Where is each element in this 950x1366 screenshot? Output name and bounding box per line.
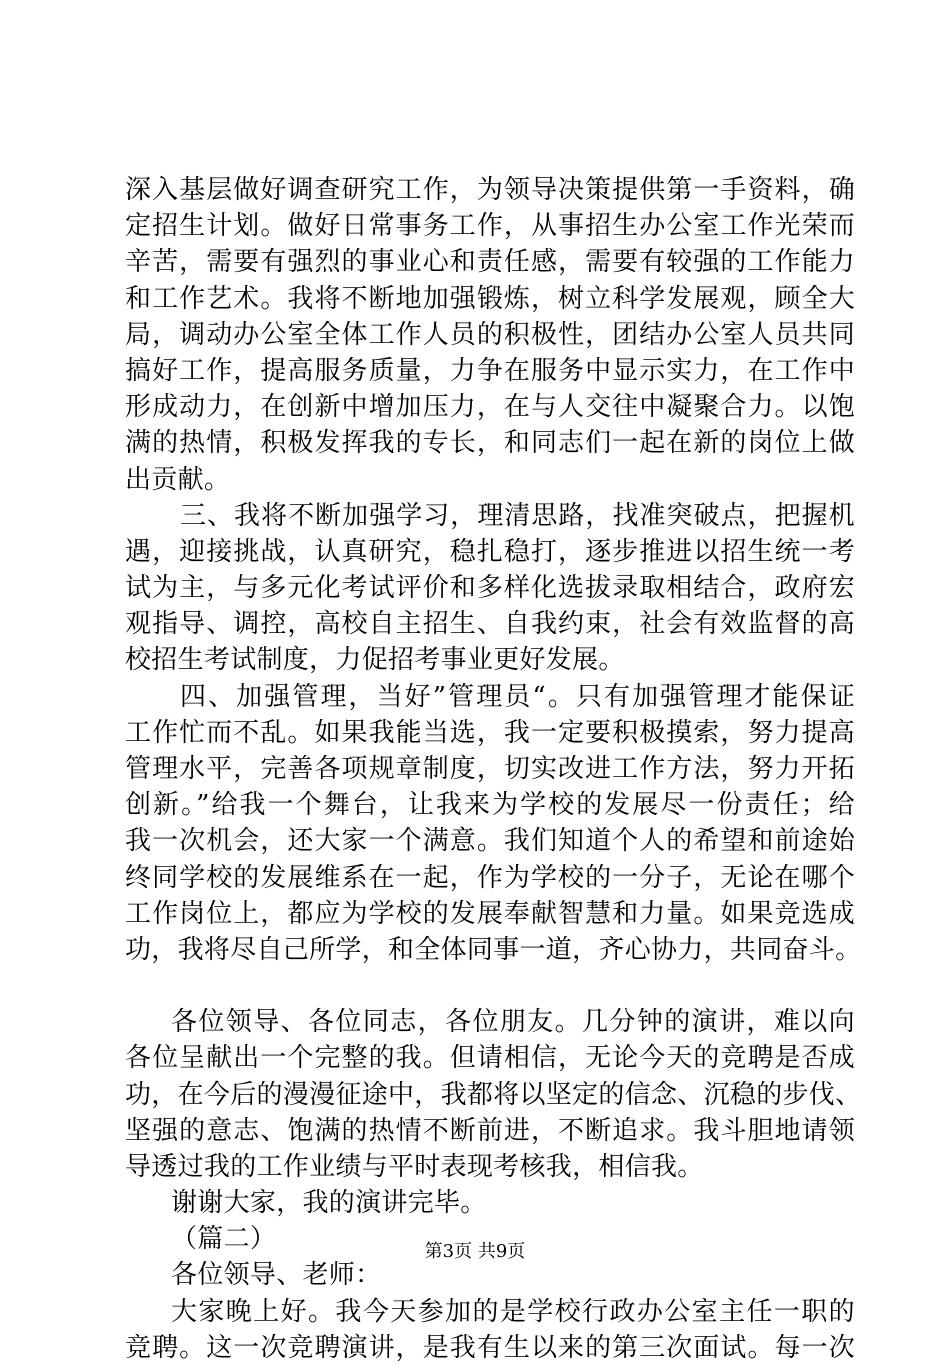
text-line: 工作岗位上，都应为学校的发展奉献智慧和力量。如果竞选成	[125, 898, 855, 929]
text-line: 定招生计划。做好日常事务工作，从事招生办公室工作光荣而	[125, 211, 855, 242]
text-line: 终同学校的发展维系在一起，作为学校的一分子，无论在哪个	[125, 862, 855, 893]
page-number: 第3页 共9页	[424, 1241, 526, 1262]
text-line: 试为主，与多元化考试评价和多样化选拔录取相结合，政府宏	[125, 573, 855, 604]
text-line: 各位领导、各位同志，各位朋友。几分钟的演讲，难以向	[171, 1007, 855, 1038]
text-line: 出贡献。	[125, 464, 231, 495]
paragraph-gap	[125, 968, 855, 1004]
text-line: 功，在今后的漫漫征途中，我都将以坚定的信念、沉稳的步伐、	[125, 1079, 862, 1110]
text-line: 各位呈献出一个完整的我。但请相信，无论今天的竞聘是否成	[125, 1043, 855, 1074]
text-line: 校招生考试制度，力促招考事业更好发展。	[125, 645, 625, 676]
text-line: 我一次机会，还大家一个满意。我们知道个人的希望和前途始	[125, 826, 855, 857]
text-line: 观指导、调控，高校自主招生、自我约束，社会有效监督的高	[125, 609, 855, 640]
text-line: 导透过我的工作业绩与平时表现考核我，相信我。	[125, 1151, 704, 1182]
text-line: 四、加强管理，当好”管理员“。只有加强管理才能保证	[180, 681, 855, 712]
text-line: 创新。”给我一个舞台，让我来为学校的发展尽一份责任；给	[125, 790, 855, 821]
text-line: 形成动力，在创新中增加压力，在与人交往中凝聚合力。以饱	[125, 392, 855, 423]
text-line: 大家晚上好。我今天参加的是学校行政办公室主任一职的	[171, 1296, 855, 1327]
closing-line: 谢谢大家，我的演讲完毕。	[171, 1188, 487, 1219]
salutation: 各位领导、老师：	[171, 1260, 382, 1291]
section-label: （篇二）	[171, 1224, 277, 1255]
text-line: 满的热情，积极发挥我的专长，和同志们一起在新的岗位上做	[125, 428, 855, 459]
page-footer	[0, 1240, 950, 1264]
text-line: 和工作艺术。我将不断地加强锻炼，树立科学发展观，顾全大	[125, 283, 855, 314]
text-line: 遇，迎接挑战，认真研究，稳扎稳打，逐步推进以招生统一考	[125, 536, 855, 567]
text-line: 搞好工作，提高服务质量，力争在服务中显示实力，在工作中	[125, 355, 855, 386]
text-line: 三、我将不断加强学习，理清思路，找准突破点，把握机	[180, 500, 855, 531]
text-line: 局，调动办公室全体工作人员的积极性，团结办公室人员共同	[125, 319, 855, 350]
text-line: 深入基层做好调查研究工作，为领导决策提供第一手资料，确	[125, 175, 855, 205]
text-line: 坚强的意志、饱满的热情不断前进，不断追求。我斗胆地请领	[125, 1115, 855, 1146]
text-line: 工作忙而不乱。如果我能当选，我一定要积极摸索，努力提高	[125, 717, 855, 748]
text-line: 管理水平，完善各项规章制度，切实改进工作方法，努力开拓	[125, 754, 855, 784]
text-line: 功，我将尽自己所学，和全体同事一道，齐心协力，共同奋斗。	[125, 934, 862, 965]
document-body	[125, 172, 862, 1366]
text-line: 辛苦，需要有强烈的事业心和责任感，需要有较强的工作能力	[125, 247, 855, 278]
text-line: 竞聘。这一次竞聘演讲，是我有生以来的第三次面试。每一次	[125, 1332, 855, 1363]
